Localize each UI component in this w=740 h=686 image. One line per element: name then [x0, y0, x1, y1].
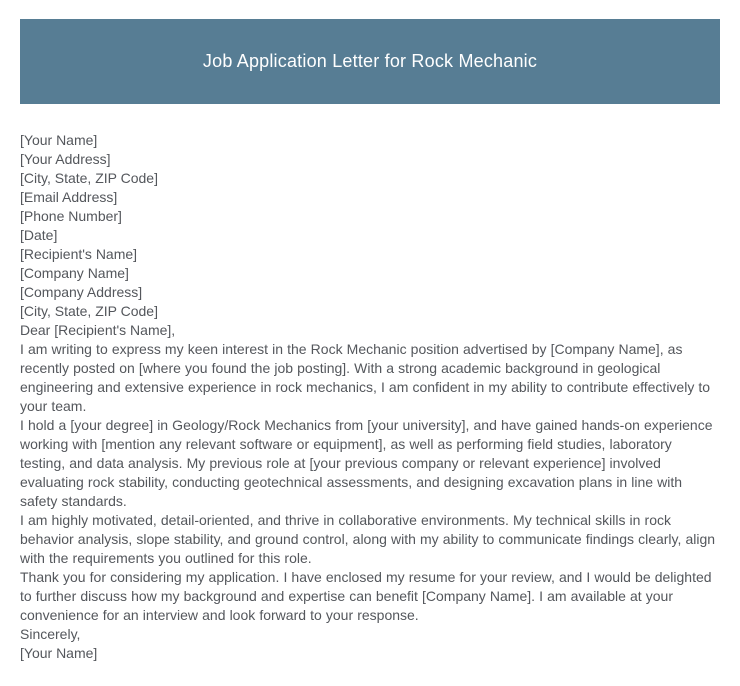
recipient-line-city: [City, State, ZIP Code]: [20, 303, 158, 319]
contact-line-phone: [Phone Number]: [20, 208, 122, 224]
contact-line-city: [City, State, ZIP Code]: [20, 170, 158, 186]
page-title: Job Application Letter for Rock Mechanic: [202, 51, 538, 71]
contact-line-name: [Your Name]: [20, 132, 98, 148]
contact-line-address: [Your Address]: [20, 151, 111, 167]
paragraph-skills: I am highly motivated, detail-oriented, and thrive in collaborative environments. My technical skills in rock behavior analysis, slope stability, and ground control, along with my ability to communicate findings clearly, align with the requirements you outlined for this role.: [20, 512, 716, 566]
contact-line-date: [Date]: [20, 227, 58, 243]
paragraph-experience: I hold a [your degree] in Geology/Rock Mechanics from [your university], and have gained hands-on experience working with [mention any relevant software or equipment], as well as performing field studies, laboratory testing, and data analysis. My previous role at [your previous company or relevant experience] involved evaluating rock stability, conducting geotechnical assessments, and designing excavation plans in line with safety standards.: [20, 417, 713, 509]
recipient-line-company: [Company Name]: [20, 265, 129, 281]
closing-line: Sincerely,: [20, 626, 81, 642]
recipient-line-address: [Company Address]: [20, 284, 143, 300]
title-banner: [20, 19, 720, 104]
paragraph-thanks: Thank you for considering my application. I have enclosed my resume for your review, and I would be delighted to further discuss how my background and expertise can benefit [Company Name]. I am available at your convenience for an interview and look forward to your response.: [20, 569, 712, 623]
paragraph-introduction: I am writing to express my keen interest in the Rock Mechanic position advertised by [Company Name], as recently posted on [where you found the job posting]. With a strong academic background in geological engineering and extensive experience in rock mechanics, I am confident in my ability to contribute effectively to your team.: [20, 341, 711, 414]
salutation-line: Dear [Recipient's Name],: [20, 322, 176, 338]
letter-body: [20, 131, 720, 663]
contact-line-email: [Email Address]: [20, 189, 118, 205]
recipient-line-name: [Recipient's Name]: [20, 246, 138, 262]
signature-line: [Your Name]: [20, 645, 98, 661]
